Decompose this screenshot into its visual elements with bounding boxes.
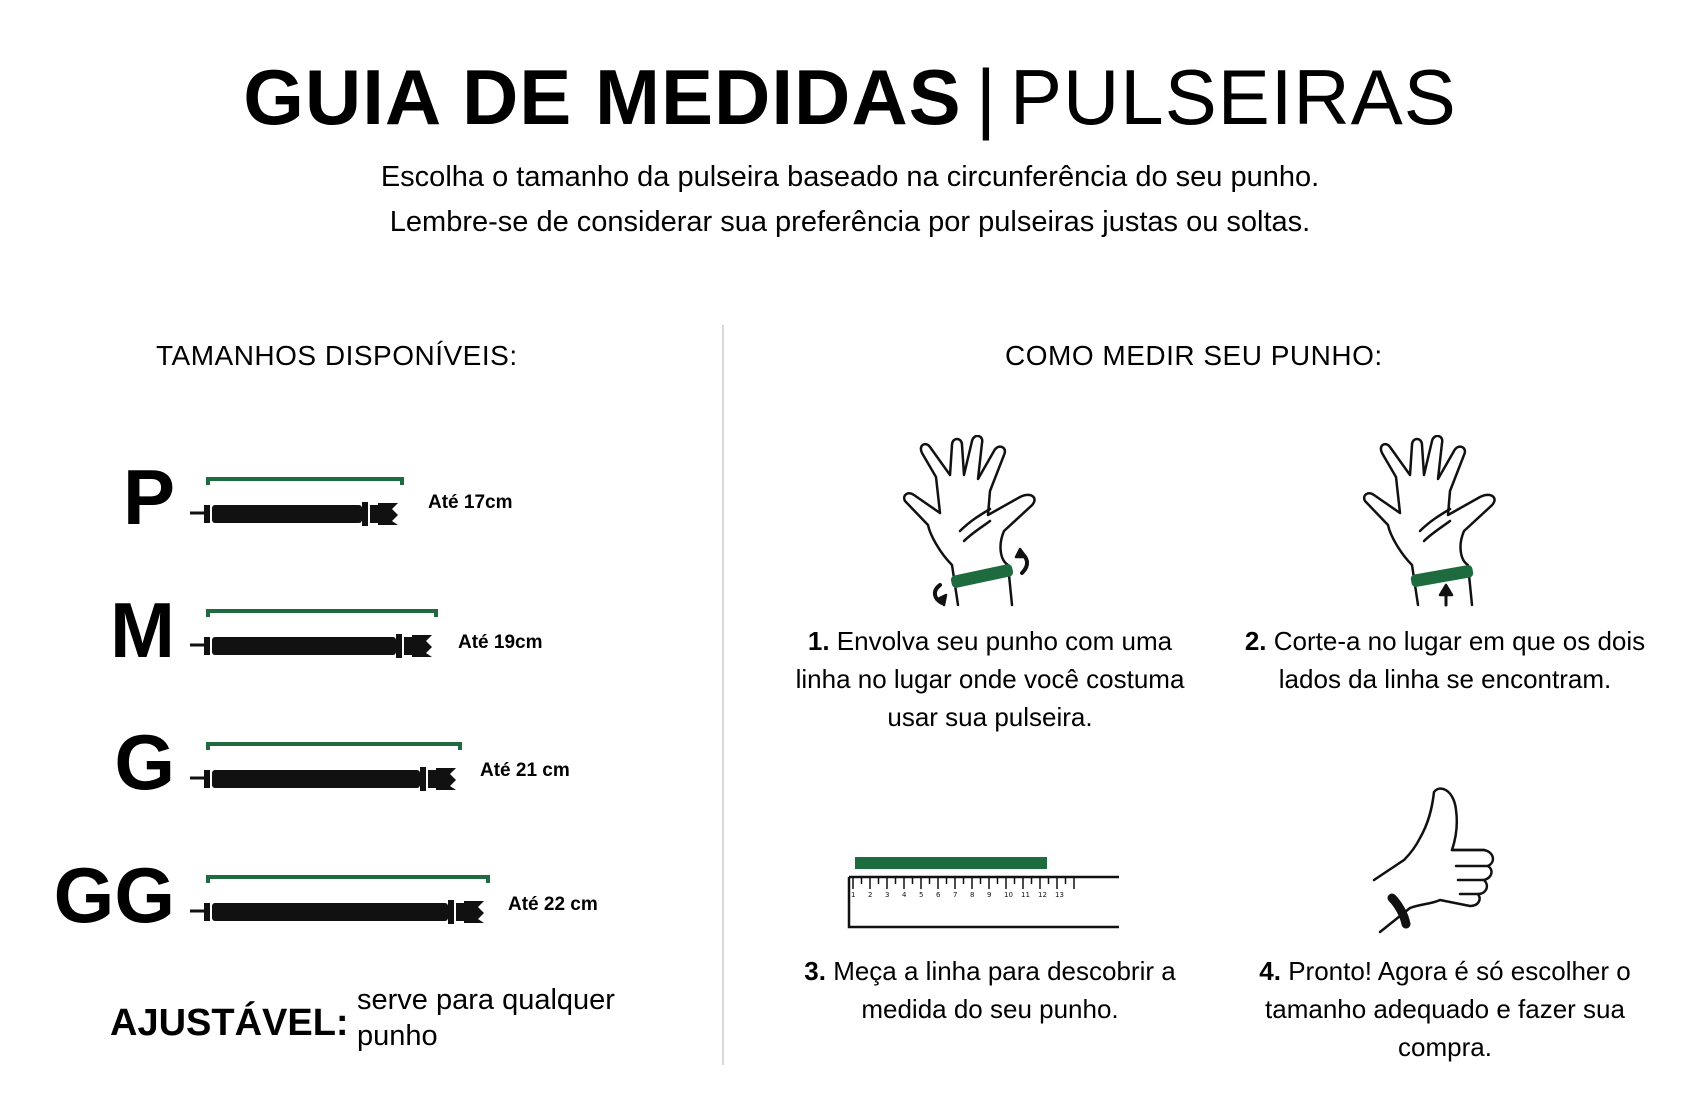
strap-m bbox=[190, 607, 450, 667]
subtitle-line-2: Lembre-se de considerar sua preferência por pulseiras justas ou soltas. bbox=[389, 206, 1311, 238]
sizes-heading: TAMANHOS DISPONÍVEIS: bbox=[156, 340, 518, 371]
title-separator: | bbox=[975, 53, 996, 141]
ruler-number: 6 bbox=[936, 891, 941, 899]
adjustable-label: AJUSTÁVEL: bbox=[110, 1002, 349, 1044]
ruler-number: 8 bbox=[970, 891, 975, 899]
ruler-number: 5 bbox=[919, 891, 924, 899]
step-1-description: Envolva seu punho com uma linha no lugar onde você costuma usar sua pulseira. bbox=[795, 626, 1185, 732]
step-2-description: Corte-a no lugar em que os dois lados da linha se encontram. bbox=[1273, 626, 1646, 694]
title-light: PULSEIRAS bbox=[1009, 53, 1457, 141]
size-letter-p: P bbox=[122, 453, 175, 541]
ruler-number: 13 bbox=[1055, 891, 1064, 899]
step-4-number: 4. bbox=[1259, 956, 1281, 986]
size-label-gg: Até 22 cm bbox=[508, 894, 598, 915]
step-2-text bbox=[1240, 622, 1650, 698]
step-4-description: Pronto! Agora é só escolher o tamanho adequado e fazer sua compra. bbox=[1265, 956, 1631, 1062]
ruler-number: 11 bbox=[1021, 891, 1030, 899]
subtitle-line-1: Escolha o tamanho da pulseira baseado na circunferência do seu punho. bbox=[380, 161, 1320, 193]
strap-p bbox=[190, 475, 420, 535]
ruler-number: 1 bbox=[851, 891, 856, 899]
size-label-p: Até 17cm bbox=[428, 492, 513, 513]
step-2-number: 2. bbox=[1244, 626, 1267, 656]
column-divider bbox=[722, 325, 724, 1065]
step-4-text bbox=[1230, 952, 1660, 1066]
hand-wrap-icon bbox=[900, 435, 1070, 620]
step-3-number: 3. bbox=[804, 956, 826, 986]
adjustable-text: serve para qualquer punho bbox=[357, 984, 615, 1052]
page-title bbox=[0, 52, 1700, 142]
step-1-number: 1. bbox=[807, 626, 830, 656]
hand-cut-icon bbox=[1360, 435, 1530, 620]
ruler-number: 10 bbox=[1004, 891, 1013, 899]
title-bold: GUIA DE MEDIDAS bbox=[243, 53, 962, 141]
ruler-number: 4 bbox=[902, 891, 907, 899]
ruler-number: 3 bbox=[885, 891, 890, 899]
measure-heading: COMO MEDIR SEU PUNHO: bbox=[1005, 340, 1383, 371]
size-letter-g: G bbox=[114, 718, 175, 806]
ruler-icon bbox=[845, 855, 1125, 940]
thumbs-up-icon bbox=[1370, 780, 1520, 945]
strap-g bbox=[190, 740, 475, 800]
step-3-text bbox=[790, 952, 1190, 1028]
size-letter-gg: GG bbox=[53, 851, 175, 939]
step-3-description: Meça a linha para descobrir a medida do seu punho. bbox=[833, 956, 1176, 1024]
ruler-number: 12 bbox=[1038, 891, 1047, 899]
size-label-m: Até 19cm bbox=[458, 632, 543, 653]
size-letter-m: M bbox=[110, 586, 175, 674]
ruler-number: 2 bbox=[868, 891, 873, 899]
ruler-number: 7 bbox=[953, 891, 958, 899]
strap-gg bbox=[190, 873, 500, 933]
step-1-text bbox=[785, 622, 1195, 736]
ruler-number: 9 bbox=[987, 891, 992, 899]
size-label-g: Até 21 cm bbox=[480, 760, 570, 781]
